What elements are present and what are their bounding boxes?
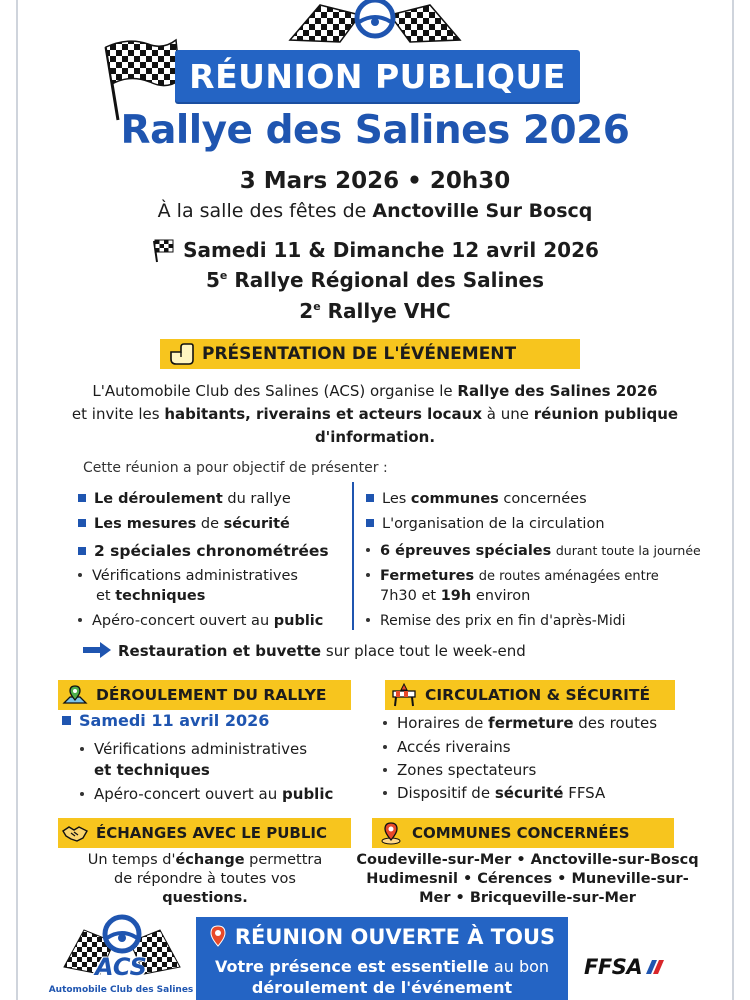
list-item: Dispositif de sécurité FFSA [383, 784, 605, 802]
list-item: Les mesures de sécurité [78, 515, 290, 533]
list-item: 6 épreuves spéciales durant toute la journée [366, 542, 701, 560]
ffsa-stripes-icon [644, 959, 670, 975]
cta-box [196, 917, 568, 1000]
echanges-text: Un temps d'échange permettra de répondre à toutes vos questions. [87, 852, 323, 906]
saturday-date: Samedi 11 avril 2026 [62, 711, 269, 730]
list-item: Zones spectateurs [383, 761, 536, 779]
red-pin-icon [209, 925, 227, 947]
place-name: Anctoville Sur Boscq [372, 200, 593, 222]
list-item: Accés riverains [383, 738, 511, 756]
list-item: Apéro-concert ouvert au public [80, 785, 333, 803]
event-title: Rallye des Salines 2026 [120, 108, 630, 153]
map-pin-icon [62, 683, 88, 707]
hand-pointer-icon [168, 342, 194, 366]
cta-title: RÉUNION OUVERTE À TOUS [196, 925, 568, 949]
rally-vhc: 2e Rallye VHC [299, 299, 451, 323]
column-divider [352, 482, 354, 630]
list-item: Fermetures de routes aménagées entre [366, 567, 659, 586]
acs-logo-text: ACS [95, 953, 147, 981]
list-item: Vérifications administratives [80, 740, 307, 758]
list-item: Le déroulement du rallye [78, 490, 291, 508]
rally-regional: 5e Rallye Régional des Salines [205, 268, 545, 292]
road-barrier-icon [391, 683, 417, 707]
arrow-right-icon [82, 641, 112, 659]
cta-line2: Votre présence est essentielle au bon [214, 957, 550, 976]
acs-logo-subtitle: Automobile Club des Salines [48, 985, 194, 995]
list-item: Remise des prix en fin d'après-Midi [366, 612, 626, 630]
list-item-cont: 7h30 et 19h environ [380, 588, 531, 604]
restauration-line: Restauration et buvette sur place tout le week-end [82, 641, 526, 660]
echanges-heading: ÉCHANGES AVEC LE PUBLIC [58, 818, 351, 848]
objective-text: Cette réunion a pour objectif de présenter : [83, 460, 388, 476]
list-item: Les communes concernées [366, 490, 587, 508]
communes-text: Coudeville-sur-Mer • Anctoville-sur-Boscq Hudimesnil • Cérences • Muneville-sur- Mer • Bricqueville-sur-Mer [356, 852, 699, 906]
list-item: Horaires de fermeture des routes [383, 714, 657, 732]
circulation-heading: CIRCULATION & SÉCURITÉ [385, 680, 675, 710]
handshake-icon [62, 821, 88, 845]
deroulement-heading: DÉROULEMENT DU RALLYE [58, 680, 351, 710]
ffsa-logo: FFSA [584, 955, 670, 979]
list-item: Apéro-concert ouvert au public [78, 612, 323, 630]
list-item: L'organisation de la circulation [366, 515, 605, 533]
communes-heading: COMMUNES CONCERNÉES [372, 818, 674, 848]
presentation-heading: PRÉSENTATION DE L'ÉVÉNEMENT [160, 339, 580, 369]
title-banner [175, 50, 580, 102]
cta-line3: déroulement de l'événement [251, 978, 513, 997]
rally-dates: Samedi 11 & Dimanche 12 avril 2026 [0, 237, 750, 263]
list-item: Vérifications administratives [78, 567, 298, 585]
list-item-cont: et techniques [94, 761, 210, 779]
banner-title: RÉUNION PUBLIQUE [189, 56, 566, 96]
intro-text: L'Automobile Club des Salines (ACS) organise le Rallye des Salines 2026 et invite les habitants, riverains et acteurs locaux à une réunion publique d'information. [71, 382, 679, 446]
meeting-place: À la salle des fêtes de Anctoville Sur Boscq [157, 200, 593, 222]
location-pin-icon [378, 821, 404, 845]
checkered-flag-small-icon [151, 237, 177, 263]
checkered-flags-top-icon [285, 0, 465, 45]
list-item-cont: et techniques [96, 588, 206, 604]
meeting-date: 3 Mars 2026 • 20h30 [239, 168, 511, 194]
list-item: 2 spéciales chronométrées [78, 542, 329, 560]
